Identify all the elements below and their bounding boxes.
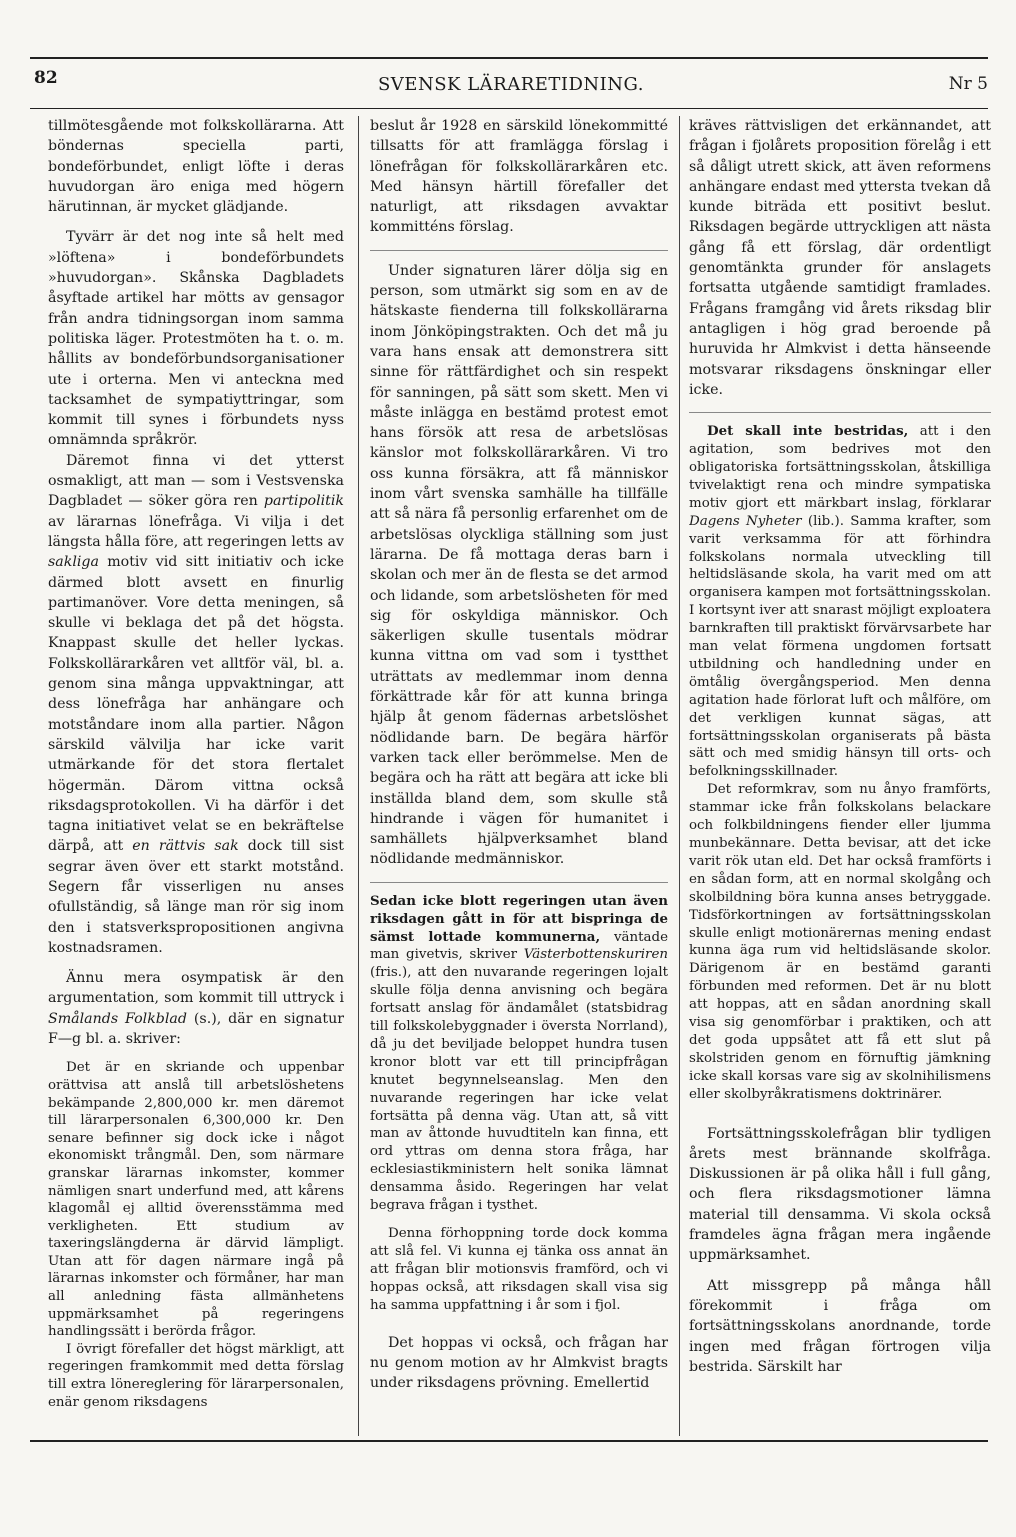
page-header bbox=[34, 68, 988, 102]
text-run: att i den agitation, som bedrives mot den obligatoriska fortsättningsskolan, åtskilliga tvivelaktigt rena och mindre sympatiska motiv gjort ett märkbart inslag, förklarar bbox=[689, 424, 991, 511]
paragraph: Tyvärr är det nog inte så helt med »löftena» i bondeförbundets »huvudorgan». Skånska Dagbladets åsyftade artikel har mötts av gensagor från andra tidningsorgan inom samma politiska läger. Protestmöten ha t. o. m. hållits av bondeförbundsorganisationer ute i orterna. Men vi anteckna med tacksamhet de sympatiyttringar, som kommit till synes i förbundets nyss omnämnda språkrör. bbox=[48, 229, 344, 449]
emphasis: sakliga bbox=[48, 554, 99, 571]
paragraph: kräves rättvisligen det erkännandet, att frågan i fjolårets proposition förelåg i ett så dåligt utrett skick, att även reformens anhängare endast med yttersta tvekan då kunde biträda ett positivt beslut. Riksdagen begärde uttryckligen att nästa gång få ett förslag, där ordentligt genomtänkta grunder för anslagets fortsatta utgående samtidigt framlades. Frågans framgång vid årets riksdag blir antagligen i hög grad beroende på huruvida hr Almkvist i detta hänseende motsvarar riksdagens önskningar eller icke. bbox=[689, 118, 991, 398]
paragraph: Under signaturen lärer dölja sig en person, som utmärkt sig som en av de hätskaste fienderna till folkskollärarna inom Jönköpingstrakten. Och det må ju vara hans ensak att demonstrera sitt sinne för rättfärdighet och sin respekt för sanningen, på sätt som skett. Men vi måste inlägga en bestämd protest emot hans försök att resa de arbetslösas känslor mot folkskollärarkåren. Vi tro oss kunna försäkra, att få människor inom vårt svenska samhälle ha tillfälle att så nära få personlig erfarenhet om de arbetslösas olyckliga ställning som just lärarna. De få mottaga deras barn i skolan och mer än de flesta se det armod och lidande, som arbetslösheten för med sig för oskyldiga människor. Och säkerligen skulle tusentals mödrar kunna vittna om vad som i tystthet uträttats av medlemmar inom denna förkättrade kår för att kunna bringa hjälp åt genom fädernas arbetslöshet nödlidande barn. De begära härför varken tack eller berömmelse. Men de begära och ha rätt att begära att icke bli inställda bland dem, som skulle stå hindrande i vägen för humanitet i samhällets hjälpverksamhet bland nödlidande medmänniskor. bbox=[370, 262, 668, 868]
paragraph: Att missgrepp på många håll förekommit i fråga om fortsättningsskolans anordnande, torde ingen med frågan förtrogen vilja bestrida. Särskilt har bbox=[689, 1277, 991, 1375]
emphasis: Smålands Folkblad bbox=[48, 1010, 187, 1027]
emphasis: Dagens Nyheter bbox=[689, 513, 802, 529]
column-divider bbox=[358, 116, 359, 1436]
text-run: väntade man givetvis, skriver bbox=[370, 929, 668, 963]
quoted-paragraph: Det är en skriande och uppenbar orättvisa att anslå till arbetslöshetens bekämpande 2,800,000 kr. men däremot till lärarpersonalen 6,300,000 kr. Den senare befinner sig dock icke i något ekonomiskt trångmål. Den, som närmare granskar lärarnas inkomster, kommer nämligen snart underfund med, att kårens klagomål ej alltid överensstämma med verkligheten. Ett studium av taxeringslängderna är därvid lämpligt. Utan att för dagen närmare ingå på lärarnas inkomster och förmåner, har man all anledning fästa allmänhetens uppmärksamhet på regeringens handlingssätt i berörda frågor. bbox=[48, 1060, 344, 1340]
text-run: (s.), där en signatur F—g bl. a. skriver: bbox=[48, 1010, 344, 1048]
paragraph bbox=[689, 423, 991, 781]
lead-text: Det skall inte bestridas, bbox=[707, 423, 909, 440]
section-divider bbox=[370, 250, 668, 251]
paragraph bbox=[370, 893, 668, 1215]
section-divider bbox=[689, 412, 991, 413]
text-run: av lärarnas lönefråga. Vi vilja i det längsta hålla före, att regeringen letts av bbox=[48, 513, 344, 550]
text-run: Ännu mera osympatisk är den argumentation, som kommit till uttryck i bbox=[48, 970, 344, 1007]
text-run: motiv vid sitt initiativ och icke därmed blott avsett en finurlig partimanöver. Vore detta meningen, så skulle vi beklaga det på det högsta. Knappast skulle det heller lyckas. Folkskollärarkåren vet alltför väl, bl. a. genom sina många uppvaktningar, att dess lönefråga har anhängare och motståndare inom alla partier. Någon särskild välvilja har icke varit utmärkande för det stora flertalet högermän. Därom vittna också riksdagsprotokollen. Vi ha därför i det tagna initiativet velat se en bekräftelse därpå, att bbox=[48, 554, 344, 855]
journal-title: SVENSK LÄRARETIDNING. bbox=[377, 74, 645, 95]
emphasis: Västerbottenskuriren bbox=[523, 947, 668, 963]
top-rule bbox=[30, 57, 988, 59]
paragraph: Det hoppas vi också, och frågan har nu genom motion av hr Almkvist bragts under riksdagens prövning. Emellertid bbox=[370, 1334, 668, 1392]
emphasis: partipolitik bbox=[263, 493, 344, 510]
section-divider bbox=[370, 882, 668, 883]
text-run: (lib.). Samma krafter, som varit verksamma för att förhindra folkskolans normala utveckling till heltidsläsande skola, ha varit med om att organisera kampen mot fortsättningsskolan. I kortsynt iver att snarast möjligt exploatera barnkraften till praktiskt förvärvsarbete har man velat förmena ungdomen fortsatt utbildning och handledning under en ömtålig övergångsperiod. Men denna agitation hade förlorat luft och målföre, om det verkligen kunnat sägas, att fortsättningsskolan organiserats på bästa sätt och med smidig hänsyn till orts- och befolkningsskillnader. bbox=[689, 513, 991, 780]
emphasis: en rättvis sak bbox=[132, 838, 239, 855]
quoted-paragraph: I övrigt förefaller det högst märkligt, att regeringen framkommit med detta förslag till extra lönereglering för lärarpersonalen, enär genom riksdagens bbox=[48, 1341, 344, 1410]
text-run: (fris.), att den nuvarande regeringen lojalt skulle följa denna anvisning och begära fortsatt anslag för ändamålet (statsbidrag till folkskolebyggnader i översta Norrland), då ju det beviljade beloppet hundra tusen kronor blott var ett till principfrågan knutet begynnelseanslag. Men den nuvarande regeringen har icke velat fortsätta på denna väg. Utan att, så vitt man av åttonde huvudtiteln kan finna, ett ord yttras om denna stora fråga, har ecklesiastikministern helt sonika lämnat densamma åsido. Regeringen har velat begrava frågan i tysthet. bbox=[370, 965, 668, 1214]
header-rule bbox=[30, 108, 988, 109]
column-divider bbox=[679, 116, 680, 1436]
text-run: dock till sist segrar även över ett starkt motstånd. Segern får visserligen nu anses ofullständig, så länge man rör sig inom den i statsverkspropositionen angivna kostnadsramen. bbox=[48, 838, 344, 956]
paragraph: tillmötesgående mot folkskollärarna. Att böndernas speciella parti, bondeförbundet, enligt löfte i deras huvudorgan äro eniga med högern härutinnan, är mycket glädjande. bbox=[48, 118, 344, 216]
paragraph bbox=[48, 968, 344, 1049]
bottom-rule bbox=[30, 1440, 988, 1442]
page-number: 82 bbox=[34, 68, 58, 88]
paragraph bbox=[48, 451, 344, 958]
issue-number: Nr 5 bbox=[948, 74, 988, 94]
text-run: Däremot finna vi det ytterst osmakligt, att man — som i Vestsvenska Dagbladet — söker göra ren bbox=[48, 452, 344, 510]
paragraph: Fortsättningsskolefrågan blir tydligen årets mest brännande skolfråga. Diskussionen är på olika håll i full gång, och flera riksdagsmotioner lämna material till densamma. Vi skola också framdeles ägna frågan mera ingående uppmärksamhet. bbox=[689, 1125, 991, 1264]
lead-text: Sedan icke blott regeringen utan även riksdagen gått in för att bispringa de sämst lottade kommunerna, bbox=[370, 892, 668, 945]
column-1 bbox=[48, 116, 344, 1434]
column-3 bbox=[689, 116, 991, 1434]
paragraph: beslut år 1928 en särskild lönekommitté tillsatts för att framlägga förslag i lönefrågan för folkskollärarkåren etc. Med hänsyn härtill förefaller det naturligt, att riksdagen avvaktar kommitténs förslag. bbox=[370, 118, 668, 236]
column-2 bbox=[370, 116, 668, 1434]
paragraph: Det reformkrav, som nu ånyo framförts, stammar icke från folkskolans belackare och folkbildningens fiender eller ljumma munbekännare. Detta bevisar, att det icke varit rök utan eld. Det har också framförts i en sådan form, att en normal skolgång och skolbildning böra kunna anses betryggade. Tidsförkortningen av fortsättningsskolan skulle enligt motionärernas mening endast kunna äga rum vid heltidsläsande skolor. Därigenom är en bestämd garanti förbunden med reformen. Det är nu blott att hoppas, att en sådan anordning skall visa sig genomförbar i praktiken, och att det goda uppsåtet att få ett slut på skolstriden genom en förnuftig jämkning icke skall korsas vare sig av skolnihilismens eller skolbyråkratismens doktrinärer. bbox=[689, 782, 991, 1102]
paragraph: Denna förhoppning torde dock komma att slå fel. Vi kunna ej tänka oss annat än att frågan blir motionsvis framförd, och vi hoppas också, att riksdagen skall visa sig ha samma uppfattning i år som i fjol. bbox=[370, 1226, 668, 1313]
